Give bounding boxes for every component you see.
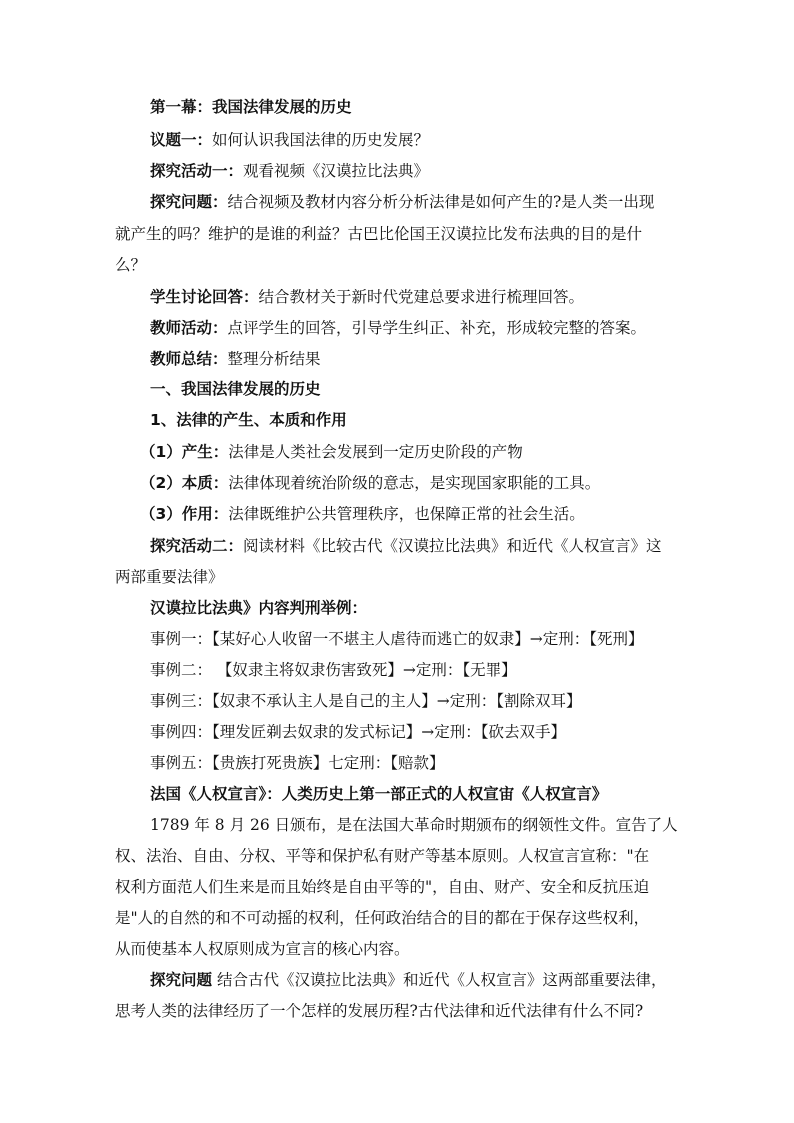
case-item: 事例一：【某好心人收留一不堪主人虐待而逃亡的奴隶】→定刑：【死刑】 — [150, 630, 644, 648]
question-two — [150, 969, 666, 991]
teacher-activity — [150, 317, 646, 339]
point-text: 法律是人类社会发展到一定历史阶段的产物 — [228, 443, 523, 461]
activity-two-label: 探究活动二： — [150, 537, 244, 555]
france-para-line: 是"人的自然的和不可动摇的权利，任何政治结合的目的都在于保存这些权利， — [115, 909, 650, 927]
student-answer-label: 学生讨论回答： — [150, 288, 259, 306]
france-para-line: 权、法治、自由、分权、平等和保护私有财产等基本原则。人权宣言宣称："在 — [115, 847, 650, 865]
case-item: 事例二： 【奴隶主将奴隶伤害致死】→定刑：【无罪】 — [150, 661, 517, 679]
question-two-label: 探究问题 — [150, 971, 213, 989]
doc-title: 第一幕：我国法律发展的历史 — [150, 98, 352, 116]
section-heading: 一、我国法律发展的历史 — [150, 380, 321, 398]
topic-one-text: 如何认识我国法律的历史发展？ — [212, 131, 430, 149]
teacher-activity-text: 点评学生的回答，引导学生纠正、补充，形成较完整的答案。 — [227, 319, 647, 337]
france-para-line: 1789 年 8 月 26 日颁布，是在法国大革命时期颁布的纲领性文件。宣告了人 — [150, 816, 678, 834]
question-two-line2: 思考人类的法律经历了一个怎样的发展历程?古代法律和近代法律有什么不同? — [115, 1002, 644, 1020]
topic-one-label: 议题一： — [150, 131, 213, 149]
point-label: （3）作用： — [140, 505, 229, 523]
case-item: 事例三：【奴隶不承认主人是自己的主人】→定刑：【割除双耳】 — [150, 692, 582, 710]
activity-one-label: 探究活动一： — [150, 162, 244, 180]
subsection-heading: 1、法律的产生、本质和作用 — [150, 411, 347, 429]
teacher-summary-text: 整理分析结果 — [227, 350, 321, 368]
teacher-activity-label: 教师活动： — [150, 319, 228, 337]
case-item: 事例五：【贵族打死贵族】七定刑：【赔款】 — [150, 754, 445, 772]
point-label: （1）产生： — [140, 443, 229, 461]
question-one-label: 探究问题： — [150, 193, 228, 211]
activity-two-line2: 两部重要法律》 — [115, 568, 224, 586]
question-one-line2: 就产生的吗？维护的是谁的利益？古巴比伦国王汉谟拉比发布法典的目的是什 — [115, 225, 643, 243]
france-heading: 法国《人权宣言》：人类历史上第一部正式的人权宣宙《人权宣言》 — [150, 785, 608, 803]
point-function — [140, 503, 585, 525]
france-para-line: 权利方面范人们生来是而且始终是自由平等的"，自由、财产、安全和反抗压迫 — [115, 878, 650, 896]
question-two-line1: 结合古代《汉谟拉比法典》和近代《人权宣言》这两部重要法律， — [212, 971, 667, 989]
hammurabi-heading: 汉谟拉比法典》内容判刑举例： — [150, 599, 368, 617]
teacher-summary — [150, 348, 321, 370]
point-text: 法律体现着统治阶级的意志，是实现国家职能的工具。 — [228, 474, 601, 492]
activity-one — [150, 160, 429, 182]
point-label: （2）本质： — [140, 474, 229, 492]
question-one — [150, 191, 654, 213]
topic-one — [150, 129, 429, 151]
student-answer — [150, 286, 584, 308]
teacher-summary-label: 教师总结： — [150, 350, 228, 368]
point-essence — [140, 472, 600, 494]
student-answer-text: 结合教材关于新时代党建总要求进行梳理回答。 — [258, 288, 585, 306]
france-para-line: 从而使基本人权原则成为宣言的核心内容。 — [115, 940, 410, 958]
point-text: 法律既维护公共管理秩序，也保障正常的社会生活。 — [228, 505, 585, 523]
point-production — [140, 441, 523, 463]
activity-one-text: 观看视频《汉谟拉比法典》 — [243, 162, 430, 180]
question-one-line3: 么？ — [115, 256, 147, 274]
question-one-line1: 结合视频及教材内容分析分析法律是如何产生的?是人类一出现 — [227, 193, 655, 211]
case-item: 事例四：【理发匠剃去奴隶的发式标记】→定刑：【砍去双手】 — [150, 723, 566, 741]
activity-two-line1: 阅读材料《比较古代《汉谟拉比法典》和近代《人权宣言》这 — [243, 537, 662, 555]
activity-two — [150, 535, 662, 557]
